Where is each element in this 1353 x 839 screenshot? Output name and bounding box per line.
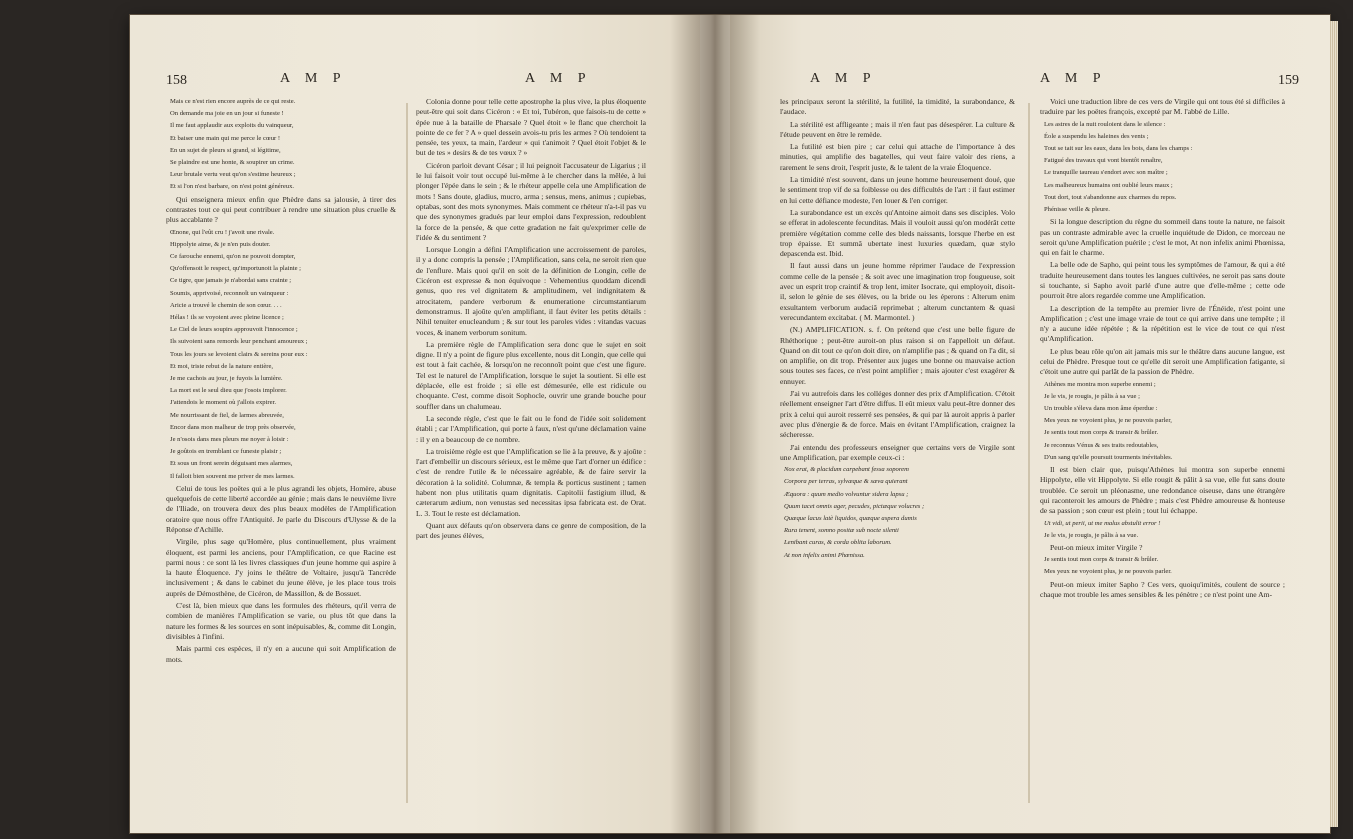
verse-line: Rura tenent, somno positæ sub nocte silenti	[784, 527, 899, 535]
verse-line: Un trouble s'éleva dans mon âme éperdue :	[1044, 405, 1158, 413]
paragraph: Si la longue description du règne du sommeil dans toute la nature, ne faisoit pas un contraste admirable avec la cruelle inquiétude de Didon, ce morceau ne seroit qu'une Amplification puérile ; c'est le mot, At non infelix animi Phœnissa, qui en fait le charme.	[1040, 217, 1285, 258]
right-page	[730, 15, 1330, 833]
verse-line: Je le vis, je rougis, je pâlis à sa vue.	[1044, 531, 1139, 539]
verse-line: Je reconnus Vénus & ses traits redoutables,	[1044, 441, 1159, 449]
verse-line: Je n'osois dans mes pleurs me noyer à loisir :	[170, 435, 289, 443]
verse-line: Nox erat, & placidum carpebant fessa soporem	[784, 466, 909, 474]
verse-line: Leur brutale vertu veut qu'on s'estime heureux ;	[170, 171, 296, 179]
paragraph: La description de la tempête au premier livre de l'Énéide, n'est point une Amplification ; c'est une image vraie de tout ce qui arrive dans une tempête ; il n'y a aucune idée répétée ; & la répétition est le vice de tout ce qui n'est qu'Amplification.	[1040, 303, 1285, 344]
verse-line: Quum tacet omnis ager, pecudes, pictæque volucres ;	[784, 502, 925, 510]
paragraph: Virgile, plus sage qu'Homère, plus continuellement, plus vraiment éloquent, est parmi les anciens, pour l'Amplification, ce que Racine est parmi nous : ce sont là les livres classiques d'un jeune homme qui aspire à la haute Éloquence. J'y joins le théâtre de Voltaire, jusqu'à Tancrède inclusivement ; & dans le cabinet du jeune élève, je les place tous trois auprès de Démosthène, de Cicéron, de Massillon, & de Bossuet.	[166, 537, 396, 598]
paragraph: Peut-on mieux imiter Sapho ? Ces vers, quoiqu'imités, coulent de source ; chaque mot trouble les ames sensibles & les pénètre ; ce n'est point une Am-	[1040, 579, 1285, 599]
verse-line: Soumis, apprivoisé, reconnoît un vainqueur :	[170, 289, 289, 297]
verse-line: En un sujet de pleurs si grand, si légitime,	[170, 146, 281, 154]
verse-line: Lenibant curas, & corda oblita laborum.	[784, 539, 892, 547]
right-page-column-2	[1040, 97, 1285, 602]
verse-line: Corpora per terras, sylvæque & sæva quierant	[784, 478, 908, 486]
column-rule	[1028, 103, 1030, 803]
verse-line: Ils suivoient sans remords leur penchant amoureux ;	[170, 338, 308, 346]
verse-block	[1040, 380, 1285, 463]
verse-line: Les astres de la nuit rouloient dans le silence :	[1044, 120, 1166, 128]
verse-line: Et sous un front serein déguisant mes alarmes,	[170, 460, 293, 468]
verse-line: Tous les jours se levoient clairs & sereins pour eux :	[170, 350, 308, 358]
verse-line: J'attendois le moment où j'allois expirer.	[170, 399, 277, 407]
paragraph: Colonia donne pour telle cette apostrophe la plus vive, la plus éloquente peut-être qui soit dans Cicéron : « Et toi, Tubéron, que faisois-tu de cette » épée nue à la bataille de Pharsale ? Quel étoit » le flanc que cherchoit la pointe de ce fer ? A » quel dessein avois-tu pris les armes ? Où tendoient ta pensée, tes yeux, ta main, l'ardeur » qui t'animoit ? Quel étoit l'objet & le but de tes » desirs & de tes vœux ? »	[416, 97, 646, 158]
verse-line: Mes yeux ne voyoient plus, je ne pouvois parler.	[1044, 568, 1172, 576]
verse-line: La mort est le seul dieu que j'osois implorer.	[170, 387, 287, 395]
verse-line: Je sentis tout mon corps & transir & brûler.	[1044, 556, 1159, 564]
verse-line: Se plaindre est une honte, & soupirer un crime.	[170, 159, 295, 167]
paragraph: Le plus beau rôle qu'on ait jamais mis sur le théâtre dans aucune langue, est celui de Phèdre. Presque tout ce qu'elle dit seroit une Amplification fatigante, si c'étoit une autre qui parlât de la passion de Phèdre.	[1040, 346, 1285, 377]
verse-block	[1040, 555, 1285, 577]
verse-line: Me nourrissant de fiel, de larmes abreuvée,	[170, 411, 284, 419]
verse-line: At non infelix animi Phœnissa.	[784, 551, 865, 559]
verse-line: Le Ciel de leurs soupirs approuvoit l'innocence ;	[170, 326, 298, 334]
running-head: A M P	[810, 71, 877, 86]
page-number: 158	[166, 73, 187, 88]
verse-line: On demande ma joie en un jour si funeste !	[170, 110, 284, 118]
paragraph: Il faut aussi dans un jeune homme réprimer l'audace de l'expression comme celle de la pensée ; & soit avec une imagination trop fougueuse, soit avec un esprit trop craintif & trop lent, imiter Isocrate, qui employoit, disoit-il, selon le génie de ses élèves, ou la bride ou les éperons : Alterum enim exsultantem verborum audaciâ reprimebat ; alterum cunctantem & quasi verecundantem excitabat. ( M. Marmontel. )	[780, 261, 1015, 322]
verse-line: Et si l'on n'est barbare, on n'est point généreux.	[170, 183, 295, 191]
right-page-column-1	[780, 97, 1015, 563]
verse-line: D'un sang qu'elle poursuit tourments inévitables.	[1044, 453, 1173, 461]
verse-line: Il falloit bien souvent me priver de mes larmes.	[170, 472, 295, 480]
paragraph: J'ai vu autrefois dans les colléges donner des prix d'Amplification. C'étoit réellement enseigner l'art d'être diffus. Il eût mieux valu peut-être donner des prix à celui qui auroit resserré ses pensées, & qui par là auroit appris à parler avec plus d'énergie & de force. Mais en évitant l'Amplification, craignez la sécheresse.	[780, 389, 1015, 440]
running-head: A M P	[525, 71, 592, 86]
verse-line: Éole a suspendu les haleines des vents ;	[1044, 132, 1149, 140]
paragraph: Voici une traduction libre de ces vers de Virgile qui ont tous été si difficiles à traduire par les poëtes françois, excepté par M. l'abbé de Lille.	[1040, 97, 1285, 117]
paragraph: Cicéron parloit devant César ; il lui peignoit l'accusateur de Ligarius ; il le lui faisoit voir tout occupé lui-même à le chercher dans la mêlée, à lui plonger l'épée dans le sein ; & le rhéteur appelle cela une Amplification de mots ! Sans doute, gladius, mucro, arma ; sensus, mens, animus ; cupiebas, optabas, sont des mots synonymes. Mais comment ce rhéteur n'a-t-il pas vu que des synonymes gradués par leur emploi dans l'expression, redoublent la force de la pensée, & que cette gradation ne fait qu'exprimer celle de l'idée & du sentiment ?	[416, 160, 646, 242]
verse-line: Athènes me montra mon superbe ennemi ;	[1044, 380, 1156, 388]
verse-line: Hippolyte aime, & je n'en puis douter.	[170, 240, 271, 248]
verse-block	[780, 465, 1015, 561]
left-page	[130, 15, 700, 833]
verse-line: Je sentis tout mon corps & transir & brûler.	[1044, 429, 1159, 437]
verse-line: Tout dort, tout s'abandonne aux charmes du repos.	[1044, 193, 1177, 201]
paragraph: Mais parmi ces espèces, il n'y en a aucune qui soit Amplification de mots.	[166, 644, 396, 664]
verse-line: Ce tigre, que jamais je n'abordai sans crainte ;	[170, 277, 292, 285]
verse-line: Il me faut applaudir aux exploits du vainqueur,	[170, 122, 294, 130]
paragraph: Il est bien clair que, puisqu'Athènes lui montra son superbe ennemi Hippolyte, elle vit Hippolyte. Si elle rougit & pâlit à sa vue, elle fut sans doute troublée. Ce seroit un pléonasme, une redondance oiseuse, dans une étrangère qui raconteroit les amours de Phèdre ; mais c'est Phèdre amoureuse & honteuse de sa passion ; son cœur est plein ; tout lui échappe.	[1040, 465, 1285, 516]
left-page-column-1	[166, 97, 396, 667]
paragraph: (N.) AMPLIFICATION. s. f. On prétend que c'est une belle figure de Rhéthorique ; peut-être auroit-on plus raison si on l'appelloit un défaut. Quand on dit tout ce qu'on doit dire, on n'amplifie pas ; & quand on l'a dit, si on amplifie, on dit trop. Présenter aux juges une bonne ou mauvaise action sous toutes ses faces, ce n'est point amplifier ; mais ajouter c'est exagérer & ennuyer.	[780, 325, 1015, 386]
paragraph: La seconde règle, c'est que le fait ou le fond de l'idée soit solidement établi ; car l'Amplification, qui porte à faux, n'est qu'une déclamation vaine : il y en a beaucoup de ce nombre.	[416, 413, 646, 444]
verse-block	[1040, 120, 1285, 216]
verse-line: Quæque lacus latè liquidos, quæque aspera dumis	[784, 514, 917, 522]
left-page-column-2	[416, 97, 646, 543]
verse-line: Encor dans mon malheur de trop près observée,	[170, 423, 296, 431]
verse-line: Et moi, triste rebut de la nature entière,	[170, 362, 274, 370]
page-number: 159	[1278, 73, 1299, 88]
paragraph: C'est là, bien mieux que dans les formules des rhéteurs, qu'il verra de combien de manières l'Amplification se varie, ou plus tôt que dans la nature les formes & les sources en sont inépuisables, &, comme dit Longin, divisibles à l'infini.	[166, 601, 396, 641]
paragraph: La troisième règle est que l'Amplification se lie à la preuve, & y ajoûte : l'art d'embellir un discours sérieux, est le même que l'art d'orner un édifice : c'est de rendre l'utile & le nécessaire agréable, & de faire servir la décoration à la solidité. Columnæ, & templa & porticus sustinent ; tamen habent non plus utilitatis quam dignitatis. Capitolii fastigium illud, & cæterarum ædium, non venustas sed necessitas ipsa fabricata est. de Orat. L. 3. Tout le reste est déclamation.	[416, 446, 646, 518]
verse-line: Les malheureux humains ont oublié leurs maux ;	[1044, 181, 1173, 189]
book-spread	[130, 15, 1330, 833]
verse-line: Hélas ! ils se voyoient avec pleine licence ;	[170, 313, 284, 321]
paragraph: La futilité est bien pire ; car celui qui attache de l'importance à des minuties, qui amplifie des bagatelles, qui veut faire valoir des riens, a rarement le sens droit, l'esprit juste, & le talent de la vraie Éloquence.	[780, 142, 1015, 172]
verse-line: Le tranquille taureau s'endort avec son maître ;	[1044, 169, 1168, 177]
verse-line: Tout se tait sur les eaux, dans les bois, dans les champs :	[1044, 145, 1193, 152]
verse-line: Ut vidi, ut perii, ut me malus abstulit error !	[1044, 519, 1161, 527]
paragraph: La stérilité est affligeante ; mais il n'en faut pas désespérer. La culture & l'étude peuvent en être le remède.	[780, 119, 1015, 139]
paragraph: J'ai entendu des professeurs enseigner que certains vers de Virgile sont une Amplification, par exemple ceux-ci :	[780, 442, 1015, 462]
verse-line: Et baiser une main qui me perce le cœur !	[170, 134, 281, 142]
verse-block	[166, 97, 396, 193]
verse-line: Aricie a trouvé le chemin de son cœur. . . .	[170, 301, 282, 309]
paragraph: Peut-on mieux imiter Virgile ?	[1050, 542, 1143, 552]
verse-line: Je goûtois en tremblant ce funeste plaisir ;	[170, 448, 282, 456]
verse-line: Phénisse veille & pleure.	[1044, 206, 1110, 214]
paragraph: La belle ode de Sapho, qui peint tous les symptômes de l'amour, & qui a été traduite heureusement dans toutes les langues cultivées, ne seroit pas sans doute si touchante, si Sapho avoit parlé d'une autre que d'elle-même ; cette ode pourroit être alors regardée comme une Amplification.	[1040, 260, 1285, 301]
verse-line: Fatigué des travaux qui vont bientôt renaître,	[1044, 157, 1163, 165]
verse-block	[1040, 519, 1285, 541]
verse-line: Mes yeux ne voyoient plus, je ne pouvois parler,	[1044, 417, 1172, 425]
column-rule	[406, 103, 408, 803]
running-head: A M P	[1040, 71, 1107, 86]
paragraph: les principaux seront la stérilité, la futilité, la timidité, la surabondance, & l'audace.	[780, 97, 1015, 117]
verse-block	[166, 228, 396, 482]
paragraph: Lorsque Longin a défini l'Amplification une accroissement de paroles, il y a donc compris la pensée ; l'Amplification, sans cela, ne seroit rien que de l'enflure. Mais quoi qu'il en soit de la définition de Longin, celle de Cicéron est expresse & non équivoque : Vehementius quoddam dicendi genus, quo res vel dignitatem & amplitudinem, vel indignitatem & atrocitatem, pandere verborum & enumeratione circumstantiarum demonstramus. Il ajoûte qu'en amplifiant, il faut éviter les petits détails : Nihil tenuiter enucleandum ; & sur tout les paroles vides : vitandas vacuas voces, & inanem verborum sonitum.	[416, 245, 646, 337]
verse-line: Je me cachois au jour, je fuyois la lumière.	[170, 374, 283, 382]
paragraph: Celui de tous les poëtes qui a le plus agrandi les objets, Homère, abuse quelquefois de cette liberté accordée au génie ; mais dans le neuvième livre de l'Iliade, on trouvera deux des plus beaux modèles de l'Amplification oratoire que nous offre l'Antiquité. Je parle du Discours d'Ulysse & de la Réponse d'Achille.	[166, 483, 396, 534]
paragraph: La première règle de l'Amplification sera donc que le sujet en soit digne. Il n'y a point de figure plus excellente, nous dit Longin, que celle qui est tout à fait cachée, & lorsqu'on ne reconnoît point que c'est une figure. Tel est le naturel de l'Amplification, lorsque le sujet la soutient. Si elle est déplacée, elle est froide ; si elle est démesurée, elle est ridicule ou choquante. C'est, comme disoit Sophocle, ouvrir une grande bouche pour souffler dans un chalumeau.	[416, 339, 646, 411]
paragraph: Qui enseignera mieux enfin que Phèdre dans sa jalousie, à tirer des contrastes tout ce qui peut contribuer à rendre une situation plus cruelle & plus accablante ?	[166, 194, 396, 225]
paragraph: Quant aux défauts qu'on observera dans ce genre de composition, de la part des jeunes élèves,	[416, 520, 646, 541]
paragraph: La surabondance est un excès qu'Antoine aimoit dans ses disciples. Volo se efferat in adolescente fecunditas. Mais il vouloit aussi qu'on modérât cette première végétation comme celle des bleds naissants, lorsque l'herbe en est trop épaisse. Et summâ ubertate inest luxuries quædam, quæ stylo depascenda est. Ibid.	[780, 207, 1015, 259]
verse-line: Æquora : quum medio volvuntur sidera lapsu ;	[784, 490, 909, 498]
verse-line: Ce farouche ennemi, qu'on ne pouvoit dompter,	[170, 252, 296, 260]
verse-line: Œnone, qui l'eût cru ! j'avoit une rivale.	[170, 228, 275, 236]
paragraph: La timidité n'est souvent, dans un jeune homme heureusement doué, que le sentiment trop vif de sa foiblesse ou des difficultés de l'art : il faut estimer en lui cette défiance modeste, l'en louer & l'en corriger.	[780, 175, 1015, 205]
verse-line: Qu'offensoit le respect, qu'importunoit la plainte ;	[170, 265, 301, 273]
verse-line: Je le vis, je rougis, je pâlis à sa vue ;	[1044, 392, 1140, 400]
running-head: A M P	[280, 71, 347, 86]
verse-line: Mais ce n'est rien encore auprès de ce qui reste.	[170, 98, 296, 105]
